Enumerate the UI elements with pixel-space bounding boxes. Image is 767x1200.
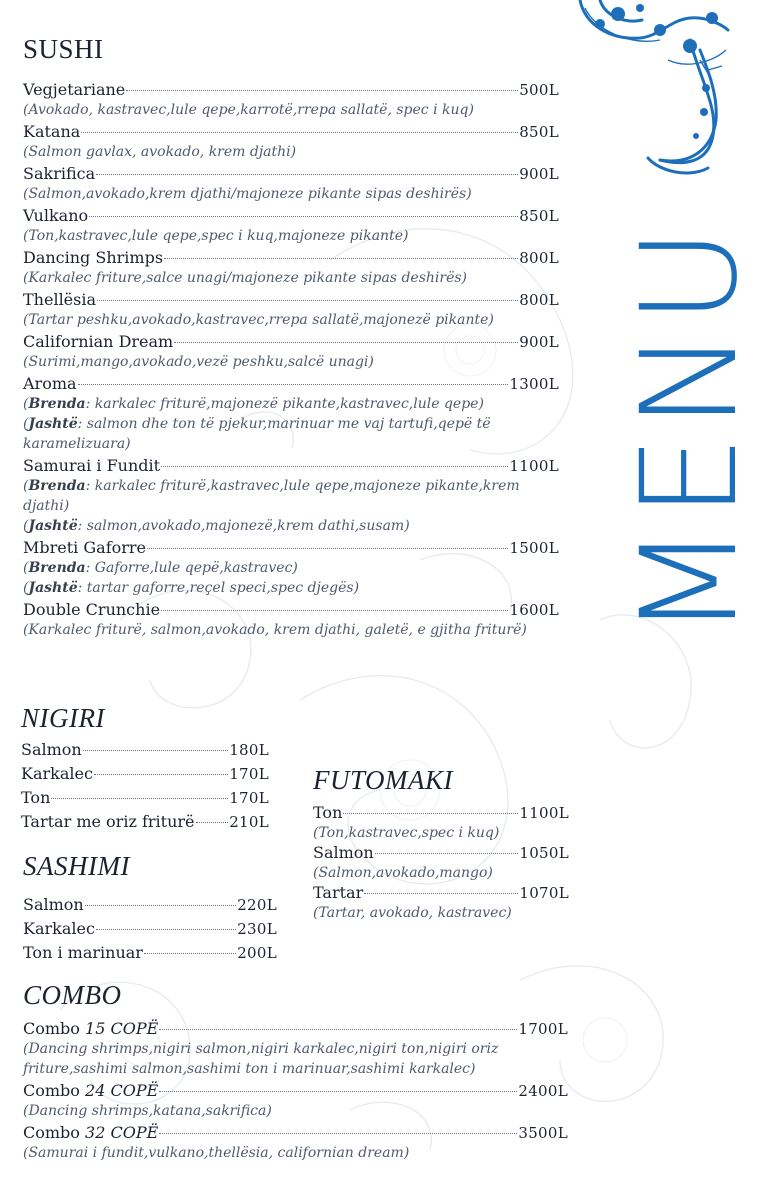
- item-row: [313, 883, 569, 903]
- futomaki-title: FUTOMAKI: [313, 765, 454, 795]
- item-name: [313, 883, 363, 903]
- item-name-text: Ton: [313, 803, 343, 822]
- dotted-leader: [97, 300, 518, 301]
- desc-open-paren: (: [23, 580, 29, 596]
- desc-text: : Gaforre,lule qepë,kastravec): [85, 560, 298, 576]
- item-description: [23, 394, 559, 414]
- item-price: 1050L: [519, 844, 569, 862]
- desc-label: Jashtë: [28, 416, 78, 432]
- menu-item: [21, 810, 269, 834]
- menu-item: [21, 786, 269, 810]
- item-price: 1300L: [509, 375, 559, 393]
- menu-item: [313, 883, 569, 923]
- dotted-leader: [78, 384, 509, 385]
- item-price: 800L: [519, 249, 559, 267]
- item-price: 1500L: [509, 539, 559, 557]
- desc-open-paren: (: [23, 478, 29, 494]
- dotted-leader: [375, 853, 519, 854]
- dotted-leader: [196, 822, 229, 823]
- item-row: [21, 762, 269, 786]
- desc-text: : karkalec friturë,kastravec,lule qepe,majoneze pikante,krem djathi): [23, 478, 520, 514]
- item-price: 1070L: [519, 884, 569, 902]
- item-name-text: Ton: [21, 788, 51, 807]
- item-name-text: Tartar: [313, 883, 364, 902]
- item-description: (Tartar, avokado, kastravec): [313, 905, 512, 921]
- item-price: 1100L: [509, 457, 559, 475]
- menu-item: [23, 206, 559, 246]
- item-row: [21, 810, 269, 834]
- menu-item: [23, 164, 559, 204]
- item-row: [23, 600, 559, 620]
- item-name-text: Combo: [23, 1081, 80, 1100]
- dotted-leader: [159, 1091, 517, 1092]
- item-name-text: Salmon: [21, 740, 82, 759]
- item-row: [21, 786, 269, 810]
- desc-open-paren: (: [23, 396, 29, 412]
- item-description: (Salmon gavlax, avokado, krem djathi): [23, 144, 297, 160]
- item-name: [23, 917, 95, 941]
- item-description: (Ton,kastravec,lule qepe,spec i kuq,majoneze pikante): [23, 228, 409, 244]
- item-name: [21, 738, 82, 762]
- item-portion: 32 COPË: [85, 1123, 159, 1142]
- item-name: [23, 538, 146, 558]
- item-name-text: Vegjetariane: [23, 80, 126, 99]
- dotted-leader: [81, 132, 518, 133]
- sashimi-list: [23, 893, 277, 965]
- menu-item: [21, 738, 269, 762]
- item-price: 1700L: [518, 1020, 568, 1038]
- item-price: 1600L: [509, 601, 559, 619]
- item-price: 900L: [519, 333, 559, 351]
- item-name-text: Ton i marinuar: [23, 943, 143, 962]
- item-price: 850L: [519, 207, 559, 225]
- combo-list: [23, 1019, 568, 1165]
- item-name-text: Salmon: [313, 843, 374, 862]
- item-row: [23, 1081, 568, 1101]
- menu-item: [23, 917, 277, 941]
- desc-label: Brenda: [28, 396, 86, 412]
- item-name: [23, 122, 80, 142]
- item-price: 800L: [519, 291, 559, 309]
- menu-item: [23, 941, 277, 965]
- item-row: [23, 248, 559, 268]
- desc-open-paren: (: [23, 560, 29, 576]
- item-row: [23, 290, 559, 310]
- item-description: [23, 476, 559, 516]
- item-price: 2400L: [518, 1082, 568, 1100]
- item-row: [23, 164, 559, 184]
- item-row: [23, 941, 277, 965]
- dotted-leader: [159, 1133, 517, 1134]
- item-name-text: Aroma: [23, 374, 77, 393]
- item-price: 1100L: [519, 804, 569, 822]
- item-name-text: Double Crunchie: [23, 600, 161, 619]
- item-name: [23, 248, 163, 268]
- desc-text: : salmon,avokado,majonezë,krem dathi,susam): [77, 518, 410, 534]
- nigiri-list: [21, 738, 269, 834]
- item-name: [313, 803, 342, 823]
- item-row: [23, 332, 559, 352]
- menu-item: [23, 456, 559, 536]
- item-name-text: Salmon: [23, 895, 84, 914]
- dotted-leader: [85, 905, 236, 906]
- menu-item: [23, 332, 559, 372]
- menu-item: [313, 803, 569, 843]
- item-description: (Karkalec friture,salce unagi/majoneze pikante sipas deshirës): [23, 270, 467, 286]
- item-name: [23, 600, 160, 620]
- item-portion: 15 COPË: [85, 1019, 159, 1038]
- dotted-leader: [96, 929, 236, 930]
- item-row: [23, 80, 559, 100]
- item-price: 220L: [237, 896, 277, 914]
- item-name: [23, 456, 160, 476]
- desc-text: : tartar gaforre,reçel speci,spec djegës): [77, 580, 360, 596]
- dotted-leader: [161, 466, 508, 467]
- item-description: (Avokado, kastravec,lule qepe,karrotë,rrepa sallatë, spec i kuq): [23, 102, 474, 118]
- item-name: [313, 843, 374, 863]
- item-name: [23, 332, 173, 352]
- desc-text: : salmon dhe ton të pjekur,marinuar me vaj tartufi,qepë të karamelizuara): [23, 416, 491, 452]
- item-name-text: Tartar me oriz friturë: [21, 812, 195, 831]
- item-price: 210L: [229, 813, 269, 831]
- item-row: [23, 374, 559, 394]
- item-name: [21, 762, 93, 786]
- item-price: 3500L: [518, 1124, 568, 1142]
- item-name: [23, 1019, 158, 1039]
- item-name: [23, 1081, 158, 1101]
- menu-item: [23, 290, 559, 330]
- desc-label: Brenda: [28, 560, 86, 576]
- dotted-leader: [144, 953, 236, 954]
- desc-text: : karkalec friturë,majonezë pikante,kastravec,lule qepe): [85, 396, 484, 412]
- desc-label: Jashtë: [28, 518, 78, 534]
- item-name: [23, 893, 84, 917]
- item-description: [23, 516, 559, 536]
- dotted-leader: [164, 258, 518, 259]
- nigiri-title: NIGIRI: [21, 703, 105, 733]
- item-name-text: Combo: [23, 1019, 80, 1038]
- sushi-title: SUSHI: [23, 34, 104, 64]
- item-description: [23, 558, 559, 578]
- item-description: (Karkalec friturë, salmon,avokado, krem djathi, galetë, e gjitha friturë): [23, 622, 527, 638]
- sashimi-title: SASHIMI: [23, 851, 130, 881]
- item-price: 170L: [229, 765, 269, 783]
- menu-item: [23, 122, 559, 162]
- item-description: (Ton,kastravec,spec i kuq): [313, 825, 500, 841]
- dotted-leader: [83, 750, 228, 751]
- menu-item: [23, 600, 559, 640]
- item-row: [313, 843, 569, 863]
- menu-item: [23, 1081, 568, 1121]
- item-row: [23, 122, 559, 142]
- item-name: [23, 290, 96, 310]
- item-portion: 24 COPË: [85, 1081, 159, 1100]
- item-description: [23, 414, 559, 454]
- item-name: [23, 1123, 158, 1143]
- item-name: [21, 786, 50, 810]
- item-description: (Salmon,avokado,krem djathi/majoneze pikante sipas deshirës): [23, 186, 472, 202]
- item-row: [23, 456, 559, 476]
- menu-item: [23, 1019, 568, 1079]
- item-name-text: Sakrifica: [23, 164, 96, 183]
- item-description: (Dancing shrimps,nigiri salmon,nigiri karkalec,nigiri ton,nigiri oriz friture,sashimi salmon,sashimi ton i marinuar,sashimi karkalec): [23, 1041, 499, 1077]
- menu-item: [21, 762, 269, 786]
- dotted-leader: [94, 774, 228, 775]
- desc-label: Jashtë: [28, 580, 78, 596]
- menu-item: [23, 248, 559, 288]
- item-name: [23, 206, 88, 226]
- item-price: 200L: [237, 944, 277, 962]
- item-name-text: Katana: [23, 122, 81, 141]
- desc-open-paren: (: [23, 518, 29, 534]
- dotted-leader: [89, 216, 518, 217]
- item-price: 850L: [519, 123, 559, 141]
- dotted-leader: [147, 548, 508, 549]
- dotted-leader: [96, 174, 518, 175]
- desc-open-paren: (: [23, 416, 29, 432]
- item-description: (Salmon,avokado,mango): [313, 865, 493, 881]
- item-name: [21, 810, 195, 834]
- item-name-text: Karkalec: [23, 919, 95, 938]
- item-price: 230L: [237, 920, 277, 938]
- item-name-text: Samurai i Fundit: [23, 456, 161, 475]
- item-description: (Dancing shrimps,katana,sakrifica): [23, 1103, 272, 1119]
- item-row: [23, 538, 559, 558]
- item-name-text: Dancing Shrimps: [23, 248, 164, 267]
- item-name: [23, 374, 77, 394]
- menu-item: [23, 1123, 568, 1163]
- menu-item: [23, 80, 559, 120]
- dotted-leader: [364, 893, 518, 894]
- item-name: [23, 80, 125, 100]
- item-price: 170L: [229, 789, 269, 807]
- item-description: [23, 578, 559, 598]
- menu-item: [23, 538, 559, 598]
- item-price: 180L: [229, 741, 269, 759]
- menu-item: [23, 374, 559, 454]
- dotted-leader: [126, 90, 518, 91]
- item-description: (Samurai i fundit,vulkano,thellësia, californian dream): [23, 1145, 410, 1161]
- dotted-leader: [161, 610, 508, 611]
- item-row: [23, 206, 559, 226]
- combo-title: COMBO: [23, 980, 122, 1010]
- item-row: [23, 917, 277, 941]
- item-price: 900L: [519, 165, 559, 183]
- dotted-leader: [174, 342, 518, 343]
- item-row: [21, 738, 269, 762]
- menu-item: [23, 893, 277, 917]
- item-description: (Tartar peshku,avokado,kastravec,rrepa sallatë,majonezë pikante): [23, 312, 494, 328]
- item-name-text: Mbreti Gaforre: [23, 538, 147, 557]
- item-name-text: Vulkano: [23, 206, 89, 225]
- desc-label: Brenda: [28, 478, 86, 494]
- item-name-text: Thellësia: [23, 290, 97, 309]
- item-name: [23, 941, 143, 965]
- item-name-text: Californian Dream: [23, 332, 174, 351]
- menu-vertical-title: MENU: [613, 221, 767, 639]
- item-row: [23, 1123, 568, 1143]
- item-price: 500L: [519, 81, 559, 99]
- futomaki-list: [313, 803, 569, 923]
- item-name: [23, 164, 95, 184]
- item-description: (Surimi,mango,avokado,vezë peshku,salcë unagi): [23, 354, 374, 370]
- item-name-text: Karkalec: [21, 764, 93, 783]
- item-row: [23, 1019, 568, 1039]
- item-row: [313, 803, 569, 823]
- sushi-list: [23, 80, 559, 642]
- dotted-leader: [343, 813, 518, 814]
- item-name-text: Combo: [23, 1123, 80, 1142]
- dotted-leader: [51, 798, 228, 799]
- menu-item: [313, 843, 569, 883]
- item-row: [23, 893, 277, 917]
- dotted-leader: [159, 1029, 517, 1030]
